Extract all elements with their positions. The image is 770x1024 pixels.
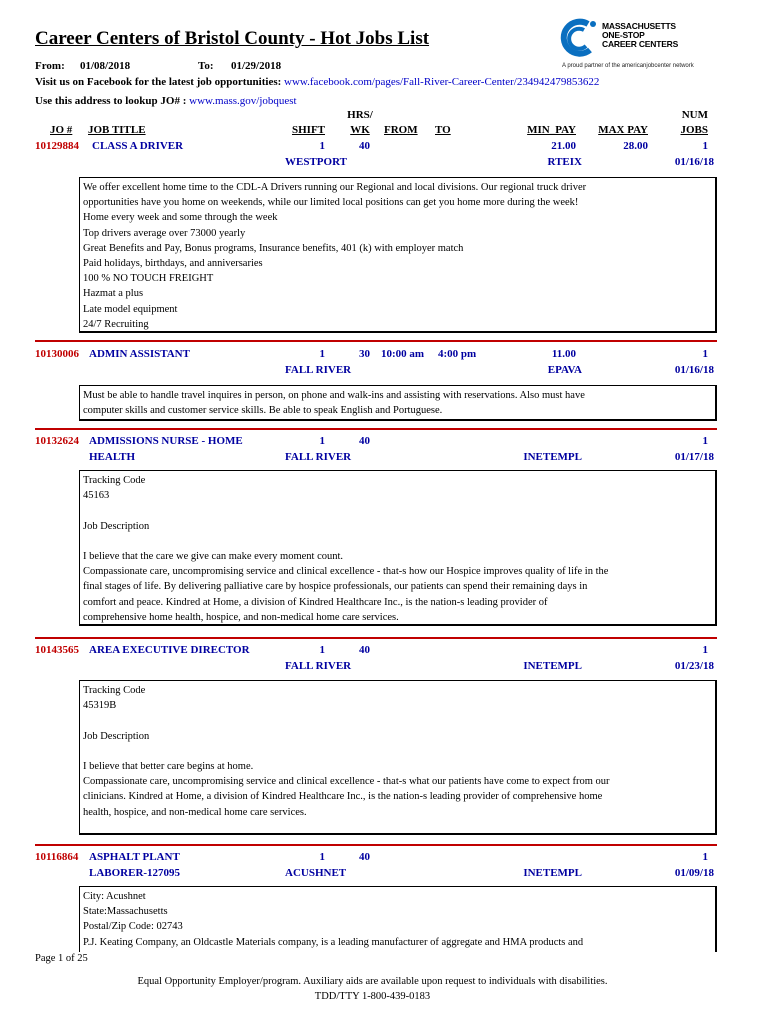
- job-title: ADMIN ASSISTANT: [89, 348, 190, 360]
- col-job-title: JOB TITLE: [88, 124, 146, 136]
- job-title: ASPHALT PLANT: [89, 851, 180, 863]
- footer-eeo: Equal Opportunity Employer/program. Auxiliary aids are available upon request to individuals with disabilities.: [137, 976, 608, 987]
- job-description: Tracking Code 45163 Job Description I believe that the care we give can make every moment count. Compassionate care, uncompromising service and clinical excellence - that-s how our Hospice improves quality of life in the final stages of life. By delivering palliative care by hospice professionals, our patients can spend their remaining days in comfort and peace. Kindred at Home, a division of Kindred Healthcare Inc., is the nation-s leading provider of comprehensive home health, hospice, and non-medical home care services.: [79, 470, 717, 626]
- col-hrs-top: HRS/: [347, 109, 373, 121]
- job-hrs: 30: [359, 348, 370, 360]
- job-location: FALL RIVER: [285, 364, 352, 376]
- lookup-line: [35, 95, 297, 107]
- jobquest-link[interactable]: www.mass.gov/jobquest: [189, 95, 297, 107]
- job-separator: [35, 340, 717, 342]
- job-description: Must be able to handle travel inquires in person, on phone and walk-ins and assisting with reservations. Also must have computer skills and customer service skills. Be able to speak English and Portuguese.: [79, 385, 717, 421]
- col-to: TO: [435, 124, 451, 136]
- col-from: FROM: [384, 124, 418, 136]
- logo-tagline: A proud partner of the americanjobcenter network: [562, 63, 694, 69]
- facebook-link[interactable]: www.facebook.com/pages/Fall-River-Career-Center/234942479853622: [284, 76, 600, 88]
- job-title-cont: LABORER-127095: [89, 867, 181, 879]
- job-code: INETEMPL: [523, 451, 582, 463]
- job-location: ACUSHNET: [285, 867, 347, 879]
- job-jo: 10130006: [35, 348, 79, 360]
- job-date: 01/09/18: [674, 867, 714, 879]
- job-date: 01/23/18: [674, 660, 714, 672]
- job-code: RTEIX: [547, 156, 582, 168]
- job-date: 01/17/18: [674, 451, 714, 463]
- col-min-pay: MIN_PAY: [527, 124, 576, 136]
- job-separator: [35, 844, 717, 846]
- job-location: FALL RIVER: [285, 660, 352, 672]
- from-label: From:: [35, 60, 65, 72]
- job-hrs: 40: [359, 851, 370, 863]
- job-shift: 1: [319, 851, 325, 863]
- col-hrs-bottom: WK: [350, 124, 370, 136]
- page-number: Page 1 of 25: [35, 953, 88, 964]
- footer-tdd: TDD/TTY 1-800-439-0183: [314, 991, 431, 1002]
- col-num-top: NUM: [681, 109, 708, 121]
- job-to: 4:00 pm: [438, 348, 477, 360]
- to-date: 01/29/2018: [231, 60, 282, 72]
- job-code: INETEMPL: [523, 660, 582, 672]
- col-jo: JO #: [50, 124, 73, 136]
- job-max-pay: 28.00: [623, 140, 648, 152]
- col-num-bottom: JOBS: [680, 124, 708, 136]
- job-location: WESTPORT: [285, 156, 347, 168]
- career-centers-logo-icon: [560, 18, 600, 58]
- facebook-line: [35, 76, 599, 88]
- col-shift: SHIFT: [291, 124, 325, 136]
- job-jo: 10116864: [35, 851, 79, 863]
- job-jo: 10129884: [35, 140, 79, 152]
- job-shift: 1: [319, 348, 325, 360]
- job-jo: 10143565: [35, 644, 79, 656]
- job-num: 1: [702, 140, 708, 152]
- job-location: FALL RIVER: [285, 451, 352, 463]
- job-hrs: 40: [359, 435, 370, 447]
- job-min-pay: 21.00: [551, 140, 576, 152]
- job-num: 1: [702, 851, 708, 863]
- job-separator: [35, 637, 717, 639]
- job-title: CLASS A DRIVER: [92, 140, 184, 152]
- job-description: City: Acushnet State:Massachusetts Postal/Zip Code: 02743 P.J. Keating Company, an Oldcastle Materials company, is a leading manufacturer of aggregate and HMA products and: [79, 886, 717, 952]
- job-code: EPAVA: [547, 364, 582, 376]
- job-shift: 1: [319, 435, 325, 447]
- job-num: 1: [702, 644, 708, 656]
- lookup-label: Use this address to lookup JO# :: [35, 95, 187, 107]
- job-description: We offer excellent home time to the CDL-A Drivers running our Regional and local divisions. Our regional truck driver opportunities have you home on weekends, while our limited local positions can get you home more during the week! Home every week and some through the week Top drivers average over 73000 yearly Great Benefits and Pay, Bonus programs, Insurance benefits, 401 (k) with employer match Paid holidays, birthdays, and anniversaries 100 % NO TOUCH FREIGHT Hazmat a plus Late model equipment 24/7 Recruiting: [79, 177, 717, 333]
- job-title: ADMISSIONS NURSE - HOME: [89, 435, 243, 447]
- col-max-pay: MAX PAY: [598, 124, 648, 136]
- job-shift: 1: [319, 644, 325, 656]
- career-centers-logo: [560, 18, 740, 70]
- facebook-label: Visit us on Facebook for the latest job opportunities:: [35, 76, 282, 88]
- job-date: 01/16/18: [674, 364, 714, 376]
- job-from: 10:00 am: [381, 348, 425, 360]
- job-min-pay: 11.00: [551, 348, 576, 360]
- logo-wordmark: MASSACHUSETTS ONE-STOP CAREER CENTERS: [602, 21, 679, 49]
- job-num: 1: [702, 348, 708, 360]
- job-num: 1: [702, 435, 708, 447]
- job-shift: 1: [319, 140, 325, 152]
- to-label: To:: [198, 60, 214, 72]
- job-hrs: 40: [359, 644, 370, 656]
- job-jo: 10132624: [35, 435, 79, 447]
- page-title: Career Centers of Bristol County - Hot Jobs List: [35, 28, 430, 49]
- job-title-cont: HEALTH: [89, 451, 136, 463]
- job-hrs: 40: [359, 140, 370, 152]
- job-separator: [35, 428, 717, 430]
- job-description: Tracking Code 45319B Job Description I believe that better care begins at home. Compassionate care, uncompromising service and clinical excellence - that-s what our patients have come to expect from our clinicians. Kindred at Home, a division of Kindred Healthcare Inc., is the nation-s leading provider of comprehensive home health, hospice, and non-medical home care services.: [79, 680, 717, 835]
- from-date: 01/08/2018: [80, 60, 131, 72]
- job-title: AREA EXECUTIVE DIRECTOR: [89, 644, 250, 656]
- job-date: 01/16/18: [674, 156, 714, 168]
- job-code: INETEMPL: [523, 867, 582, 879]
